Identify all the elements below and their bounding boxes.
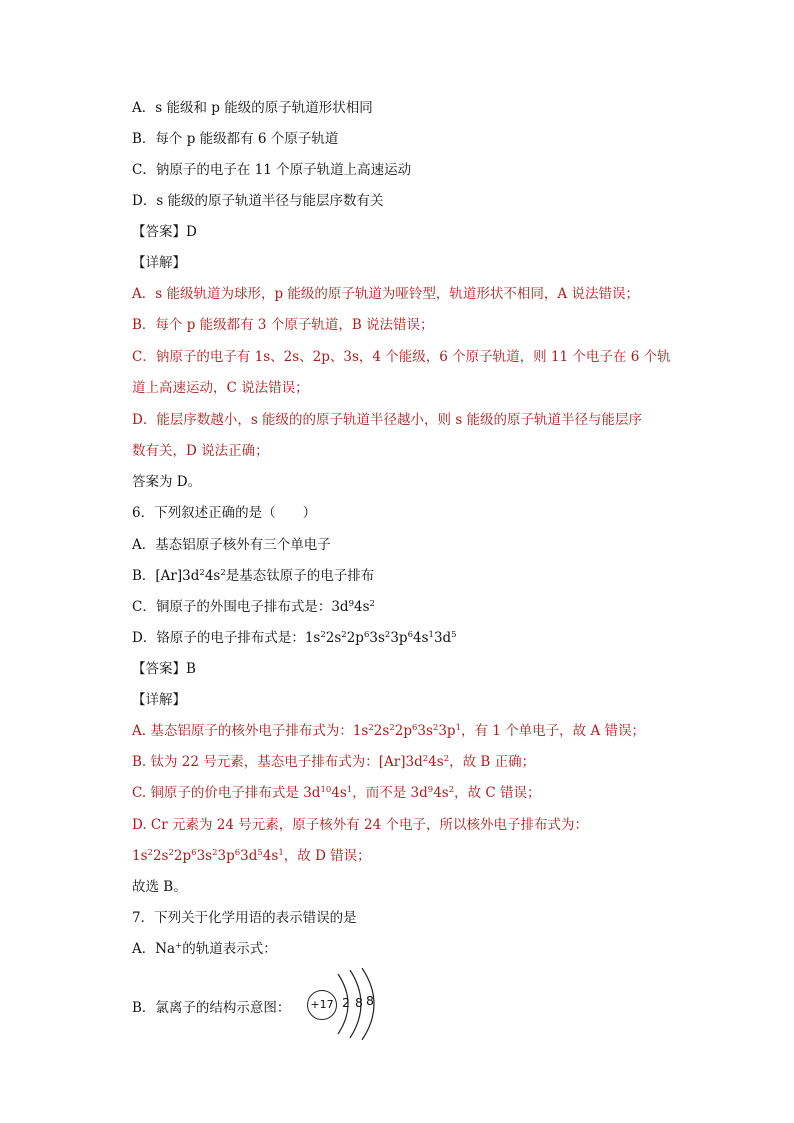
q6-detail-a: A. 基态铝原子的核外电子排布式为：$1s^22s^22p^63s^23p^1$，有 1 个单电子，故 A 错误； [132, 723, 646, 739]
q5-detail-b: B．每个 p 能级都有 3 个原子轨道，B 说法错误； [132, 317, 434, 333]
q5-detail-a: A．s 能级轨道为球形，p 能级的原子轨道为哑铃型，轨道形状不相同，A 说法错误； [132, 286, 639, 302]
q7-option-b: B．氯离子的结构示意图： [132, 1000, 291, 1016]
q5-detail-d-line2: 数有关，D 说法正确； [132, 443, 269, 459]
q5-option-c: C．钠原子的电子在 11 个原子轨道上高速运动 [132, 162, 412, 178]
shell-count-1: 2 [342, 995, 350, 1010]
q6-option-b: B．$[Ar]3d^24s^2$是基态钛原子的电子排布 [132, 568, 375, 584]
shell-count-2: 8 [355, 995, 363, 1010]
q6-detail-label: 【详解】 [132, 692, 186, 708]
q6-conclusion: 故选 B。 [132, 879, 187, 895]
q6-option-c: C．铜原子的外围电子排布式是：$3d^94s^2$ [132, 599, 375, 615]
q5-conclusion: 答案为 D。 [132, 474, 202, 490]
q5-detail-d-line1: D．能层序数越小，s 能级的的原子轨道半径越小，则 s 能级的原子轨道半径与能层序 [132, 412, 643, 428]
shell-count-3: 8 [366, 993, 374, 1008]
q6-detail-d-line1: D. Cr 元素为 24 号元素，原子核外有 24 个电子，所以核外电子排布式为： [132, 817, 589, 833]
q5-option-d: D．s 能级的原子轨道半径与能层序数有关 [132, 193, 384, 209]
q5-option-b: B．每个 p 能级都有 6 个原子轨道 [132, 131, 339, 147]
q5-detail-label: 【详解】 [132, 255, 186, 271]
q6-detail-b: B. 钛为 22 号元素，基态电子排布式为：$[Ar]3d^24s^2$，故 B 正确； [132, 754, 536, 770]
q6-option-a: A．基态铝原子核外有三个单电子 [132, 537, 331, 553]
q6-detail-c: C. 铜原子的价电子排布式是 $3d^{10}4s^1$，而不是 $3d^94s^2$，故 C 错误； [132, 785, 541, 801]
q5-option-a: A．s 能级和 p 能级的原子轨道形状相同 [132, 100, 373, 116]
q5-answer: 【答案】D [132, 224, 197, 240]
q7-stem: 7．下列关于化学用语的表示错误的是 [132, 910, 357, 926]
q5-detail-c-line2: 道上高速运动，C 说法错误； [132, 380, 309, 396]
q6-detail-d-line2: $1s^22s^22p^63s^23p^63d^54s^1$，故 D 错误； [132, 848, 371, 864]
q5-detail-c-line1: C．钠原子的电子有 1s、2s、2p、3s，4 个能级，6 个原子轨道，则 11 个电子在 6 个轨 [132, 349, 671, 365]
nucleus-circle: +17 [307, 990, 337, 1020]
q7-option-a: A．Na+的轨道表示式： [132, 941, 277, 957]
q6-answer: 【答案】B [132, 661, 196, 677]
q6-option-d: D．铬原子的电子排布式是：$1s^22s^22p^63s^23p^64s^13d^5$ [132, 630, 457, 646]
q6-stem: 6．下列叙述正确的是（ ） [132, 505, 317, 521]
